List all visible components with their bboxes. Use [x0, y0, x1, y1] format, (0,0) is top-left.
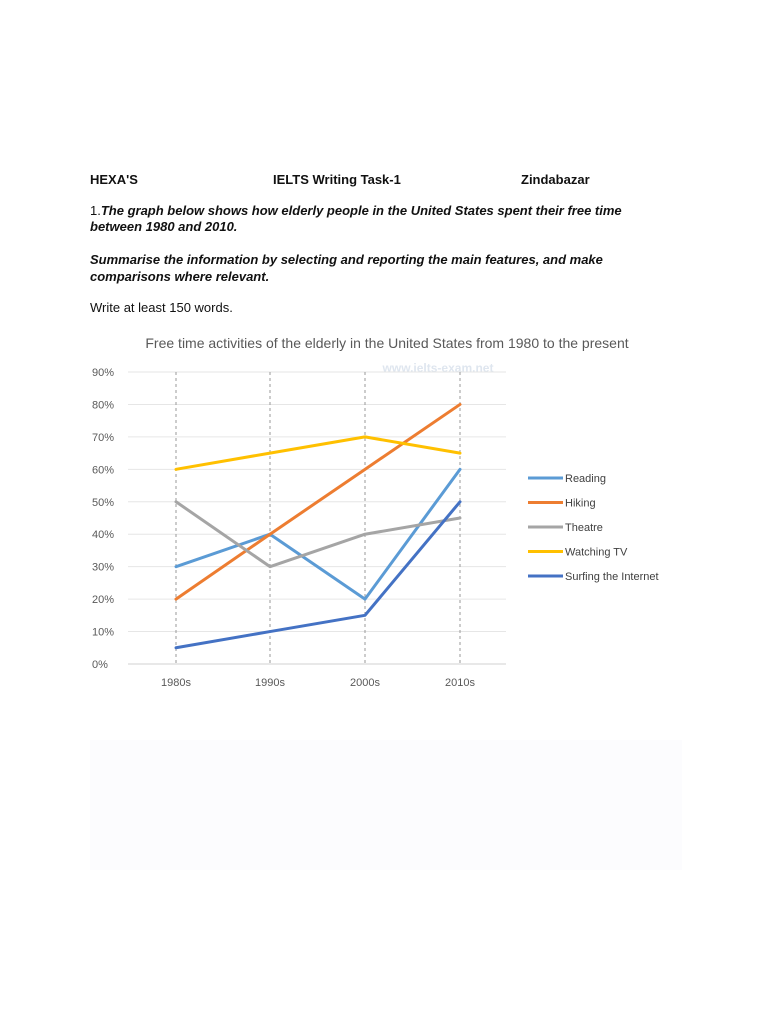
- legend-label: Theatre: [565, 522, 603, 534]
- y-tick-label: 90%: [92, 367, 115, 379]
- y-tick-label: 30%: [92, 561, 115, 574]
- x-tick-label: 1990s: [255, 677, 285, 689]
- chart-title: Free time activities of the elderly in the United States from 1980 to the present: [145, 335, 629, 351]
- y-tick-label: 10%: [92, 626, 115, 639]
- task-instruction: Summarise the information by selecting and reporting the main features, and make comparisons where relevant.: [90, 252, 603, 284]
- legend-label: Surfing the Internet: [565, 571, 659, 583]
- question-prompt: [90, 203, 670, 235]
- y-tick-label: 20%: [92, 594, 115, 607]
- watermark-text: www.ielts-exam.net: [382, 361, 494, 375]
- y-tick-label: 60%: [92, 464, 115, 477]
- y-tick-label: 80%: [92, 399, 115, 412]
- header-school-name: HEXA'S: [90, 172, 138, 187]
- y-tick-label: 50%: [92, 496, 115, 509]
- series-line-surfing-the-internet: [176, 502, 460, 648]
- series-line-watching-tv: [176, 437, 460, 469]
- x-tick-label: 1980s: [161, 677, 191, 689]
- x-tick-label: 2000s: [350, 677, 380, 689]
- answer-area: [90, 740, 682, 870]
- header-task-title: IELTS Writing Task-1: [273, 172, 401, 187]
- x-tick-label: 2010s: [445, 677, 475, 689]
- legend-label: Hiking: [565, 497, 596, 510]
- y-tick-label: 0%: [92, 659, 108, 671]
- y-tick-label: 40%: [92, 529, 115, 542]
- legend-label: Reading: [565, 473, 606, 485]
- question-number: 1.: [90, 203, 101, 218]
- y-tick-label: 70%: [92, 431, 115, 444]
- legend-label: Watching TV: [565, 546, 628, 559]
- line-chart: [0, 325, 768, 695]
- page-header: [90, 172, 690, 192]
- header-location: Zindabazar: [521, 172, 590, 187]
- question-text: The graph below shows how elderly people in the United States spent their free time between 1980 and 2010.: [90, 203, 622, 234]
- word-limit-text: Write at least 150 words.: [90, 300, 233, 315]
